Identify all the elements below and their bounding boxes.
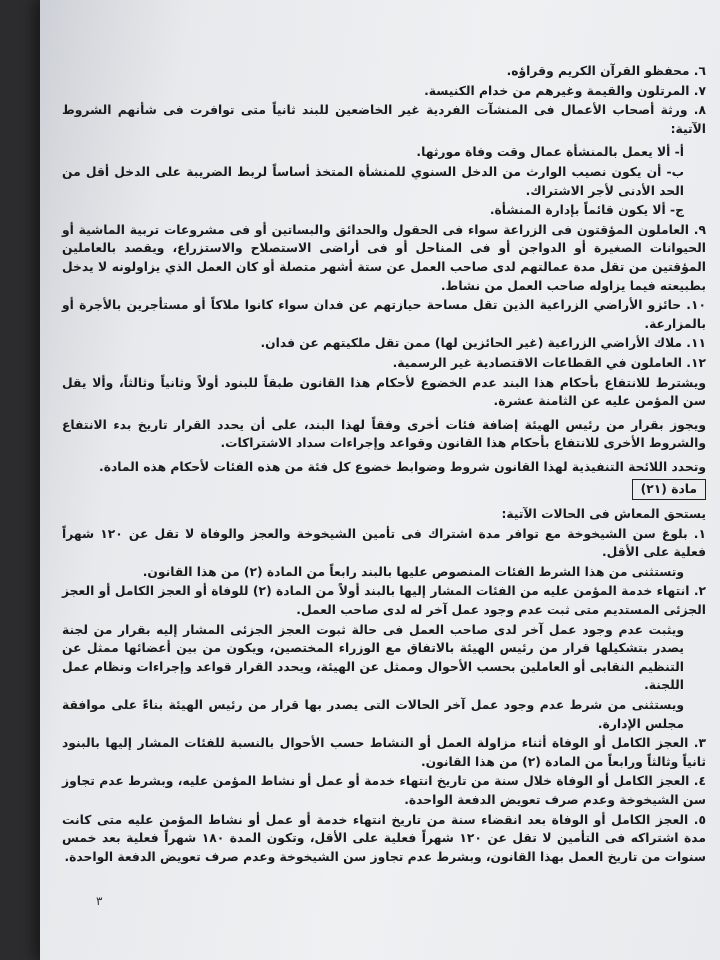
paragraph: ويجوز بقرار من رئيس الهيئة إضافة فئات أخرى وفقاً لهذا البند، على أن يحدد القرار تاريخ بدء الانتفاع والشروط الأخرى للانتفاع بأحكام هذا القانون وقواعد وإجراءات سداد الاشتراكات. [62, 417, 706, 451]
paragraph: ويستثنى من شرط عدم وجود عمل آخر الحالات التى يصدر بها قرار من رئيس الهيئة بناءً على موافقة مجلس الإدارة. [62, 698, 684, 731]
page-number: ٣ [96, 894, 103, 908]
document-page [40, 0, 720, 960]
paragraph: ٧. المرتلون والقيمة وغيرهم من خدام الكنيسة. [424, 83, 706, 98]
sub-item: ج- ألا يكون قائماً بإدارة المنشأة. [489, 203, 684, 218]
article-title: مادة (٢١) [632, 479, 706, 500]
paragraph: ٤. العجز الكامل أو الوفاة خلال سنة من تاريخ انتهاء خدمة أو عمل أو نشاط المؤمن عليه، وبشرط عدم تجاوز سن الشيخوخة وعدم صرف تعويض الدفعة الواحدة. [62, 774, 706, 807]
paragraph: ٢. انتهاء خدمة المؤمن عليه من الفئات المشار إليها بالبند أولاً من المادة (٢) للوفاة أو العجز الكامل أو العجز الجزئى المستديم متى ثبت عدم وجود عمل آخر له لدى صاحب العمل. [62, 584, 707, 618]
paragraph: وتستثنى من هذا الشرط الفئات المنصوص عليها بالبند رابعاً من المادة (٢) من هذا القانون. [142, 564, 684, 579]
sub-item: ب- أن يكون نصيب الوارث من الدخل السنوي للمنشأة المتخذ أساساً لربط الضريبة على الدخل أقل من الحد الأدنى لأجر الاشتراك. [62, 164, 684, 198]
paragraph: ٩. العاملون المؤقتون فى الزراعة سواء فى الحقول والحدائق والبساتين أو فى مشروعات تربية الماشية أو الحيوانات الصغيرة أو الدواجن أو فى المناحل أو فى أراضى الاستصلاح والاستزراع، ويقصد بالعاملين المؤقتين من تقل مدة عمالتهم لدى صاحب العمل عن ستة أشهر متصلة أو كان العمل الذي يزاولونه لا يدخل بطبيعته فيما يزاوله صاحب العمل من نشاط. [62, 222, 706, 293]
paragraph: وتحدد اللائحة التنفيذية لهذا القانون شروط وضوابط خضوع كل فئة من هذه الفئات لأحكام هذه المادة. [99, 459, 706, 474]
paragraph: ١١. ملاك الأراضي الزراعية (غير الحائزين لها) ممن تقل ملكيتهم عن فدان. [260, 336, 706, 351]
sub-item: أ- ألا يعمل بالمنشأة عمال وقت وفاة مورثها. [416, 145, 684, 160]
paragraph: ٨. ورثة أصحاب الأعمال فى المنشآت الفردية غير الخاضعين للبند ثانياً متى توافرت فى شأنهم الشروط الآتية: [62, 103, 706, 136]
paragraph: يستحق المعاش فى الحالات الآتية: [501, 507, 706, 522]
paragraph: ١٠. حائزو الأراضي الزراعية الذين تقل مساحة حيازتهم عن فدان سواء كانوا ملاكاً أو مستأجرين بالأجرة أو بالمزارعة. [62, 298, 706, 331]
paragraph: ويشترط للانتفاع بأحكام هذا البند عدم الخضوع لأحكام هذا القانون طبقاً للبنود أولاً وثانياً وثالثاً، وألا يقل سن المؤمن عليه عن الثامنة عشرة. [62, 375, 706, 409]
paragraph: ٥. العجز الكامل أو الوفاة بعد انقضاء سنة من تاريخ انتهاء خدمة أو عمل أو نشاط المؤمن عليه متى كانت مدة اشتراكه فى التأمين لا تقل عن ١٢٠ شهراً فعلية على الأقل، وتكون المدة ١٨٠ شهراً فعلية بعد خمس سنوات من تاريخ العمل بهذا القانون، وبشرط عدم تجاوز سن الشيخوخة وعدم صرف تعويض الدفعة الواحدة. [62, 812, 706, 864]
document-body [62, 62, 706, 867]
paragraph: ١. بلوغ سن الشيخوخة مع توافر مدة اشتراك فى تأمين الشيخوخة والعجز والوفاة لا تقل عن ١٢٠ شهراً فعلية على الأقل. [62, 526, 706, 560]
paragraph: ٣. العجز الكامل أو الوفاة أثناء مزاولة العمل أو النشاط حسب الأحوال بالنسبة للفئات المشار إليها بالبنود ثانياً وثالثاً ورابعاً من المادة (٢) من هذا القانون. [62, 736, 706, 769]
paragraph: ٦. محفظو القرآن الكريم وقراؤه. [506, 64, 706, 78]
paragraph: ١٢. العاملون في القطاعات الاقتصادية غير الرسمية. [392, 355, 706, 370]
paragraph: ويثبت عدم وجود عمل آخر لدى صاحب العمل فى حالة ثبوت العجز الجزئى المشار إليه بقرار من لجنة يصدر بتشكيلها قرار من رئيس الهيئة بالاتفاق مع الوزراء المختصين، ويكون من بين أعضائها ممثل عن التنظيم النقابى أو العاملين بحسب الأحوال وممثل عن الهيئة، ويحدد القرار قواعد وإجراءات ونظام عمل اللجنة. [62, 622, 684, 693]
